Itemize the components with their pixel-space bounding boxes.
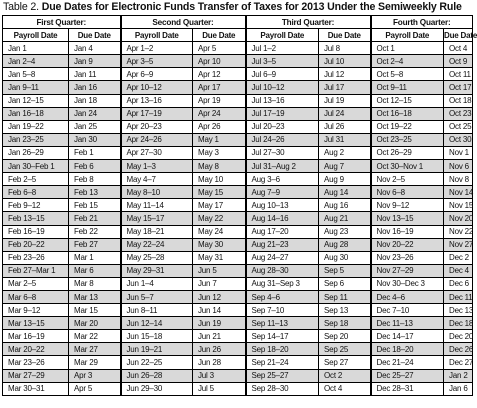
table-row bbox=[3, 68, 473, 81]
payroll-date-cell: Sep 28–30 bbox=[246, 382, 319, 395]
payroll-date-cell: May 29–31 bbox=[121, 264, 193, 277]
due-date-cell: Nov 1 bbox=[444, 146, 473, 159]
caption-title: Due Dates for Electronic Funds Transfer of Taxes for 2013 Under the Semiweekly Rule bbox=[41, 1, 462, 13]
due-date-cell: Oct 4 bbox=[319, 382, 371, 395]
due-date-cell: Aug 2 bbox=[319, 146, 371, 159]
due-date-cell: Oct 23 bbox=[444, 107, 473, 120]
table-row bbox=[3, 133, 473, 146]
due-date-cell: Apr 10 bbox=[193, 55, 246, 68]
due-date-cell: Sep 18 bbox=[319, 317, 371, 330]
due-date-cell: Sep 25 bbox=[319, 343, 371, 356]
payroll-date-cell: Aug 31–Sep 3 bbox=[246, 277, 319, 290]
column-header: Payroll Date bbox=[371, 29, 444, 42]
payroll-date-cell: Feb 20–22 bbox=[3, 238, 69, 251]
payroll-date-cell: Oct 16–18 bbox=[371, 107, 444, 120]
due-date-cell: May 22 bbox=[193, 212, 246, 225]
payroll-date-cell: Mar 13–15 bbox=[3, 317, 69, 330]
due-date-cell: Nov 22 bbox=[444, 225, 473, 238]
due-date-cell: Aug 16 bbox=[319, 199, 371, 212]
payroll-date-cell: Mar 23–26 bbox=[3, 356, 69, 369]
table-row bbox=[3, 304, 473, 317]
payroll-date-cell: Oct 9–11 bbox=[371, 81, 444, 94]
column-header: Payroll Date bbox=[121, 29, 193, 42]
due-date-cell: Dec 2 bbox=[444, 251, 473, 264]
quarter-header-fourth: Fourth Quarter: bbox=[371, 16, 473, 29]
payroll-date-cell: Jan 12–15 bbox=[3, 94, 69, 107]
payroll-date-cell: Jun 26–28 bbox=[121, 369, 193, 382]
column-header: Payroll Date bbox=[246, 29, 319, 42]
table-row bbox=[3, 330, 473, 343]
due-date-cell: Sep 11 bbox=[319, 290, 371, 303]
payroll-date-cell: Oct 30–Nov 1 bbox=[371, 160, 444, 173]
payroll-date-cell: Feb 2–5 bbox=[3, 173, 69, 186]
due-date-cell: Mar 22 bbox=[69, 330, 121, 343]
due-date-cell: Apr 19 bbox=[193, 94, 246, 107]
due-date-cell: Jan 6 bbox=[444, 382, 473, 395]
payroll-date-cell: Apr 3–5 bbox=[121, 55, 193, 68]
payroll-date-cell: Feb 16–19 bbox=[3, 225, 69, 238]
due-date-cell: Feb 13 bbox=[69, 186, 121, 199]
due-date-cell: Oct 2 bbox=[319, 369, 371, 382]
due-date-cell: Jun 14 bbox=[193, 304, 246, 317]
table-row bbox=[3, 317, 473, 330]
payroll-date-cell: Dec 25–27 bbox=[371, 369, 444, 382]
due-date-cell: Apr 24 bbox=[193, 107, 246, 120]
payroll-date-cell: Jan 30–Feb 1 bbox=[3, 160, 69, 173]
due-date-cell: May 17 bbox=[193, 199, 246, 212]
payroll-date-cell: Sep 11–13 bbox=[246, 317, 319, 330]
due-date-cell: Jan 18 bbox=[69, 94, 121, 107]
payroll-date-cell: Dec 4–6 bbox=[371, 290, 444, 303]
due-date-cell: Oct 4 bbox=[444, 42, 473, 55]
due-date-cell: Dec 18 bbox=[444, 317, 473, 330]
payroll-date-cell: Nov 16–19 bbox=[371, 225, 444, 238]
payroll-date-cell: Oct 23–25 bbox=[371, 133, 444, 146]
due-date-cell: Aug 21 bbox=[319, 212, 371, 225]
table-row bbox=[3, 277, 473, 290]
table-row bbox=[3, 356, 473, 369]
payroll-date-cell: Jun 5–7 bbox=[121, 290, 193, 303]
payroll-date-cell: Dec 7–10 bbox=[371, 304, 444, 317]
due-date-cell: Jul 12 bbox=[319, 68, 371, 81]
payroll-date-cell: Apr 10–12 bbox=[121, 81, 193, 94]
due-date-cell: Mar 1 bbox=[69, 251, 121, 264]
due-date-cell: Oct 17 bbox=[444, 81, 473, 94]
due-date-cell: May 3 bbox=[193, 146, 246, 159]
payroll-date-cell: Mar 6–8 bbox=[3, 290, 69, 303]
payroll-date-cell: Jun 8–11 bbox=[121, 304, 193, 317]
payroll-date-cell: Dec 11–13 bbox=[371, 317, 444, 330]
due-date-cell: Dec 11 bbox=[444, 290, 473, 303]
due-date-cell: Jun 21 bbox=[193, 330, 246, 343]
payroll-date-cell: Apr 6–9 bbox=[121, 68, 193, 81]
due-date-cell: Jul 31 bbox=[319, 133, 371, 146]
payroll-date-cell: Dec 28–31 bbox=[371, 382, 444, 395]
payroll-date-cell: Aug 24–27 bbox=[246, 251, 319, 264]
table-row bbox=[3, 199, 473, 212]
table-row bbox=[3, 343, 473, 356]
payroll-date-cell: May 22–24 bbox=[121, 238, 193, 251]
quarter-header-third: Third Quarter: bbox=[246, 16, 371, 29]
due-date-cell: Jun 5 bbox=[193, 264, 246, 277]
due-date-cell: Mar 29 bbox=[69, 356, 121, 369]
payroll-date-cell: Aug 21–23 bbox=[246, 238, 319, 251]
payroll-date-cell: Nov 13–15 bbox=[371, 212, 444, 225]
payroll-date-cell: Sep 7–10 bbox=[246, 304, 319, 317]
payroll-date-cell: Sep 18–20 bbox=[246, 343, 319, 356]
payroll-date-cell: Nov 23–26 bbox=[371, 251, 444, 264]
due-date-cell: Jun 12 bbox=[193, 290, 246, 303]
payroll-date-cell: Oct 12–15 bbox=[371, 94, 444, 107]
payroll-date-cell: Feb 23–26 bbox=[3, 251, 69, 264]
table-row bbox=[3, 212, 473, 225]
payroll-date-cell: May 11–14 bbox=[121, 199, 193, 212]
payroll-date-cell: Oct 26–29 bbox=[371, 146, 444, 159]
due-date-cell: May 8 bbox=[193, 160, 246, 173]
due-date-cell: Apr 5 bbox=[193, 42, 246, 55]
payroll-date-cell: Feb 6–8 bbox=[3, 186, 69, 199]
payroll-date-cell: Nov 30–Dec 3 bbox=[371, 277, 444, 290]
payroll-date-cell: Apr 27–30 bbox=[121, 146, 193, 159]
due-date-cell: May 31 bbox=[193, 251, 246, 264]
due-date-cell: Aug 14 bbox=[319, 186, 371, 199]
due-date-cell: Jun 19 bbox=[193, 317, 246, 330]
due-date-cell: May 1 bbox=[193, 133, 246, 146]
due-date-cell: Dec 4 bbox=[444, 264, 473, 277]
payroll-date-cell: Apr 13–16 bbox=[121, 94, 193, 107]
payroll-date-cell: Dec 18–20 bbox=[371, 343, 444, 356]
due-date-cell: Jul 10 bbox=[319, 55, 371, 68]
due-date-cell: Jun 26 bbox=[193, 343, 246, 356]
due-date-cell: Jun 7 bbox=[193, 277, 246, 290]
due-date-cell: May 30 bbox=[193, 238, 246, 251]
payroll-date-cell: Sep 14–17 bbox=[246, 330, 319, 343]
payroll-date-cell: Jun 29–30 bbox=[121, 382, 193, 395]
payroll-date-cell: Nov 2–5 bbox=[371, 173, 444, 186]
due-date-cell: Oct 25 bbox=[444, 120, 473, 133]
due-date-cell: Feb 22 bbox=[69, 225, 121, 238]
payroll-date-cell: Aug 17–20 bbox=[246, 225, 319, 238]
payroll-date-cell: Jul 31–Aug 2 bbox=[246, 160, 319, 173]
payroll-date-cell: Apr 24–26 bbox=[121, 133, 193, 146]
column-header: Due Date bbox=[444, 29, 473, 42]
table-row bbox=[3, 81, 473, 94]
due-date-cell: Feb 1 bbox=[69, 146, 121, 159]
due-date-cell: May 15 bbox=[193, 186, 246, 199]
payroll-date-cell: Jan 9–11 bbox=[3, 81, 69, 94]
column-header: Due Date bbox=[193, 29, 246, 42]
due-date-cell: Oct 11 bbox=[444, 68, 473, 81]
due-date-cell: Nov 20 bbox=[444, 212, 473, 225]
due-date-cell: Feb 21 bbox=[69, 212, 121, 225]
due-date-cell: Feb 6 bbox=[69, 160, 121, 173]
payroll-date-cell: May 18–21 bbox=[121, 225, 193, 238]
payroll-date-cell: Apr 20–23 bbox=[121, 120, 193, 133]
table-row bbox=[3, 290, 473, 303]
payroll-date-cell: Sep 21–24 bbox=[246, 356, 319, 369]
payroll-date-cell: Mar 9–12 bbox=[3, 304, 69, 317]
table-row bbox=[3, 120, 473, 133]
payroll-date-cell: Nov 27–29 bbox=[371, 264, 444, 277]
table-row bbox=[3, 264, 473, 277]
due-date-cell: Nov 14 bbox=[444, 186, 473, 199]
due-date-cell: Jan 30 bbox=[69, 133, 121, 146]
due-date-cell: Oct 18 bbox=[444, 94, 473, 107]
due-date-cell: Jan 24 bbox=[69, 107, 121, 120]
payroll-date-cell: Nov 20–22 bbox=[371, 238, 444, 251]
due-date-cell: Mar 27 bbox=[69, 343, 121, 356]
due-date-cell: Jan 2 bbox=[444, 369, 473, 382]
table-row bbox=[3, 173, 473, 186]
caption-label: Table 2. bbox=[3, 1, 39, 13]
due-date-cell: May 24 bbox=[193, 225, 246, 238]
payroll-date-cell: May 1–3 bbox=[121, 160, 193, 173]
due-date-cell: Dec 26 bbox=[444, 343, 473, 356]
due-date-cell: Jul 8 bbox=[319, 42, 371, 55]
payroll-date-cell: Feb 9–12 bbox=[3, 199, 69, 212]
due-date-cell: Apr 12 bbox=[193, 68, 246, 81]
due-date-cell: Aug 7 bbox=[319, 160, 371, 173]
column-header: Due Date bbox=[69, 29, 121, 42]
due-date-cell: Feb 15 bbox=[69, 199, 121, 212]
due-date-cell: Apr 5 bbox=[69, 382, 121, 395]
due-date-cell: Feb 8 bbox=[69, 173, 121, 186]
due-date-cell: Dec 13 bbox=[444, 304, 473, 317]
payroll-date-cell: Aug 7–9 bbox=[246, 186, 319, 199]
due-date-cell: Oct 30 bbox=[444, 133, 473, 146]
due-date-cell: Apr 3 bbox=[69, 369, 121, 382]
payroll-date-cell: Dec 21–24 bbox=[371, 356, 444, 369]
table-row bbox=[3, 238, 473, 251]
table-row bbox=[3, 225, 473, 238]
due-date-cell: Mar 20 bbox=[69, 317, 121, 330]
payroll-date-cell: Mar 30–31 bbox=[3, 382, 69, 395]
payroll-date-cell: Mar 2–5 bbox=[3, 277, 69, 290]
due-date-cell: Nov 15 bbox=[444, 199, 473, 212]
quarter-header-row bbox=[3, 16, 473, 29]
due-date-cell: Nov 6 bbox=[444, 160, 473, 173]
table-row bbox=[3, 369, 473, 382]
due-date-cell: Sep 5 bbox=[319, 264, 371, 277]
due-date-cell: Jul 5 bbox=[193, 382, 246, 395]
due-date-cell: May 10 bbox=[193, 173, 246, 186]
payroll-date-cell: Sep 25–27 bbox=[246, 369, 319, 382]
payroll-date-cell: May 15–17 bbox=[121, 212, 193, 225]
due-date-cell: Mar 8 bbox=[69, 277, 121, 290]
payroll-date-cell: Oct 5–8 bbox=[371, 68, 444, 81]
payroll-date-cell: May 8–10 bbox=[121, 186, 193, 199]
due-date-cell: Jul 26 bbox=[319, 120, 371, 133]
payroll-date-cell: Jan 23–25 bbox=[3, 133, 69, 146]
due-date-cell: Nov 8 bbox=[444, 173, 473, 186]
due-date-cell: Sep 27 bbox=[319, 356, 371, 369]
payroll-date-cell: Sep 4–6 bbox=[246, 290, 319, 303]
payroll-date-cell: Apr 17–19 bbox=[121, 107, 193, 120]
due-date-cell: Jul 24 bbox=[319, 107, 371, 120]
due-date-cell: Jan 25 bbox=[69, 120, 121, 133]
due-date-cell: Apr 17 bbox=[193, 81, 246, 94]
due-date-cell: Dec 20 bbox=[444, 330, 473, 343]
column-header: Due Date bbox=[319, 29, 371, 42]
due-date-cell: Dec 27 bbox=[444, 356, 473, 369]
payroll-date-cell: Mar 16–19 bbox=[3, 330, 69, 343]
payroll-date-cell: Feb 13–15 bbox=[3, 212, 69, 225]
payroll-date-cell: Aug 14–16 bbox=[246, 212, 319, 225]
table-row bbox=[3, 42, 473, 55]
payroll-date-cell: Jul 24–26 bbox=[246, 133, 319, 146]
payroll-date-cell: Aug 28–30 bbox=[246, 264, 319, 277]
payroll-date-cell: Aug 10–13 bbox=[246, 199, 319, 212]
payroll-date-cell: Jul 13–16 bbox=[246, 94, 319, 107]
due-date-cell: Nov 27 bbox=[444, 238, 473, 251]
payroll-date-cell: Jul 6–9 bbox=[246, 68, 319, 81]
due-date-cell: Mar 6 bbox=[69, 264, 121, 277]
payroll-date-cell: Mar 20–22 bbox=[3, 343, 69, 356]
payroll-date-cell: Jan 16–18 bbox=[3, 107, 69, 120]
payroll-date-cell: Jun 12–14 bbox=[121, 317, 193, 330]
table-row bbox=[3, 251, 473, 264]
payroll-date-cell: Jan 2–4 bbox=[3, 55, 69, 68]
due-date-cell: Jul 19 bbox=[319, 94, 371, 107]
table-row bbox=[3, 146, 473, 159]
due-date-cell: Mar 13 bbox=[69, 290, 121, 303]
due-date-cell: Jan 4 bbox=[69, 42, 121, 55]
table-row bbox=[3, 186, 473, 199]
payroll-date-cell: Jul 20–23 bbox=[246, 120, 319, 133]
due-date-cell: Oct 9 bbox=[444, 55, 473, 68]
payroll-date-cell: Jan 1 bbox=[3, 42, 69, 55]
payroll-date-cell: Jun 22–25 bbox=[121, 356, 193, 369]
payroll-date-cell: Jul 10–12 bbox=[246, 81, 319, 94]
table-row bbox=[3, 382, 473, 395]
payroll-date-cell: Nov 9–12 bbox=[371, 199, 444, 212]
quarter-header-first: First Quarter: bbox=[3, 16, 121, 29]
column-header-row bbox=[3, 29, 473, 42]
due-date-cell: Feb 27 bbox=[69, 238, 121, 251]
payroll-date-cell: Dec 14–17 bbox=[371, 330, 444, 343]
payroll-date-cell: Jul 3–5 bbox=[246, 55, 319, 68]
due-date-cell: Sep 20 bbox=[319, 330, 371, 343]
payroll-date-cell: May 4–7 bbox=[121, 173, 193, 186]
table-row bbox=[3, 94, 473, 107]
payroll-date-cell: Jul 27–30 bbox=[246, 146, 319, 159]
due-dates-table bbox=[2, 15, 477, 396]
due-date-cell: Sep 13 bbox=[319, 304, 371, 317]
table-row bbox=[3, 55, 473, 68]
due-date-cell: Mar 15 bbox=[69, 304, 121, 317]
table-caption bbox=[3, 1, 462, 14]
due-date-cell: Apr 26 bbox=[193, 120, 246, 133]
payroll-date-cell: Aug 3–6 bbox=[246, 173, 319, 186]
payroll-date-cell: Jun 1–4 bbox=[121, 277, 193, 290]
payroll-date-cell: Nov 6–8 bbox=[371, 186, 444, 199]
table-body bbox=[3, 42, 473, 396]
due-date-cell: Aug 28 bbox=[319, 238, 371, 251]
due-date-cell: Jun 28 bbox=[193, 356, 246, 369]
payroll-date-cell: Jun 15–18 bbox=[121, 330, 193, 343]
due-date-cell: Jul 3 bbox=[193, 369, 246, 382]
payroll-date-cell: Oct 1 bbox=[371, 42, 444, 55]
column-header: Payroll Date bbox=[3, 29, 69, 42]
due-date-cell: Dec 6 bbox=[444, 277, 473, 290]
due-date-cell: Jan 9 bbox=[69, 55, 121, 68]
due-date-cell: Aug 9 bbox=[319, 173, 371, 186]
table-row bbox=[3, 107, 473, 120]
payroll-date-cell: Mar 27–29 bbox=[3, 369, 69, 382]
payroll-date-cell: Jul 1–2 bbox=[246, 42, 319, 55]
due-date-cell: Jul 17 bbox=[319, 81, 371, 94]
due-date-cell: Sep 6 bbox=[319, 277, 371, 290]
payroll-date-cell: Feb 27–Mar 1 bbox=[3, 264, 69, 277]
payroll-date-cell: Jan 5–8 bbox=[3, 68, 69, 81]
payroll-date-cell: Jan 19–22 bbox=[3, 120, 69, 133]
quarter-header-second: Second Quarter: bbox=[121, 16, 246, 29]
due-date-cell: Aug 30 bbox=[319, 251, 371, 264]
payroll-date-cell: May 25–28 bbox=[121, 251, 193, 264]
payroll-date-cell: Oct 19–22 bbox=[371, 120, 444, 133]
due-date-cell: Aug 23 bbox=[319, 225, 371, 238]
payroll-date-cell: Apr 1–2 bbox=[121, 42, 193, 55]
payroll-date-cell: Oct 2–4 bbox=[371, 55, 444, 68]
due-date-cell: Jan 11 bbox=[69, 68, 121, 81]
payroll-date-cell: Jul 17–19 bbox=[246, 107, 319, 120]
payroll-date-cell: Jun 19–21 bbox=[121, 343, 193, 356]
due-date-cell: Jan 16 bbox=[69, 81, 121, 94]
payroll-date-cell: Jan 26–29 bbox=[3, 146, 69, 159]
table-row bbox=[3, 160, 473, 173]
